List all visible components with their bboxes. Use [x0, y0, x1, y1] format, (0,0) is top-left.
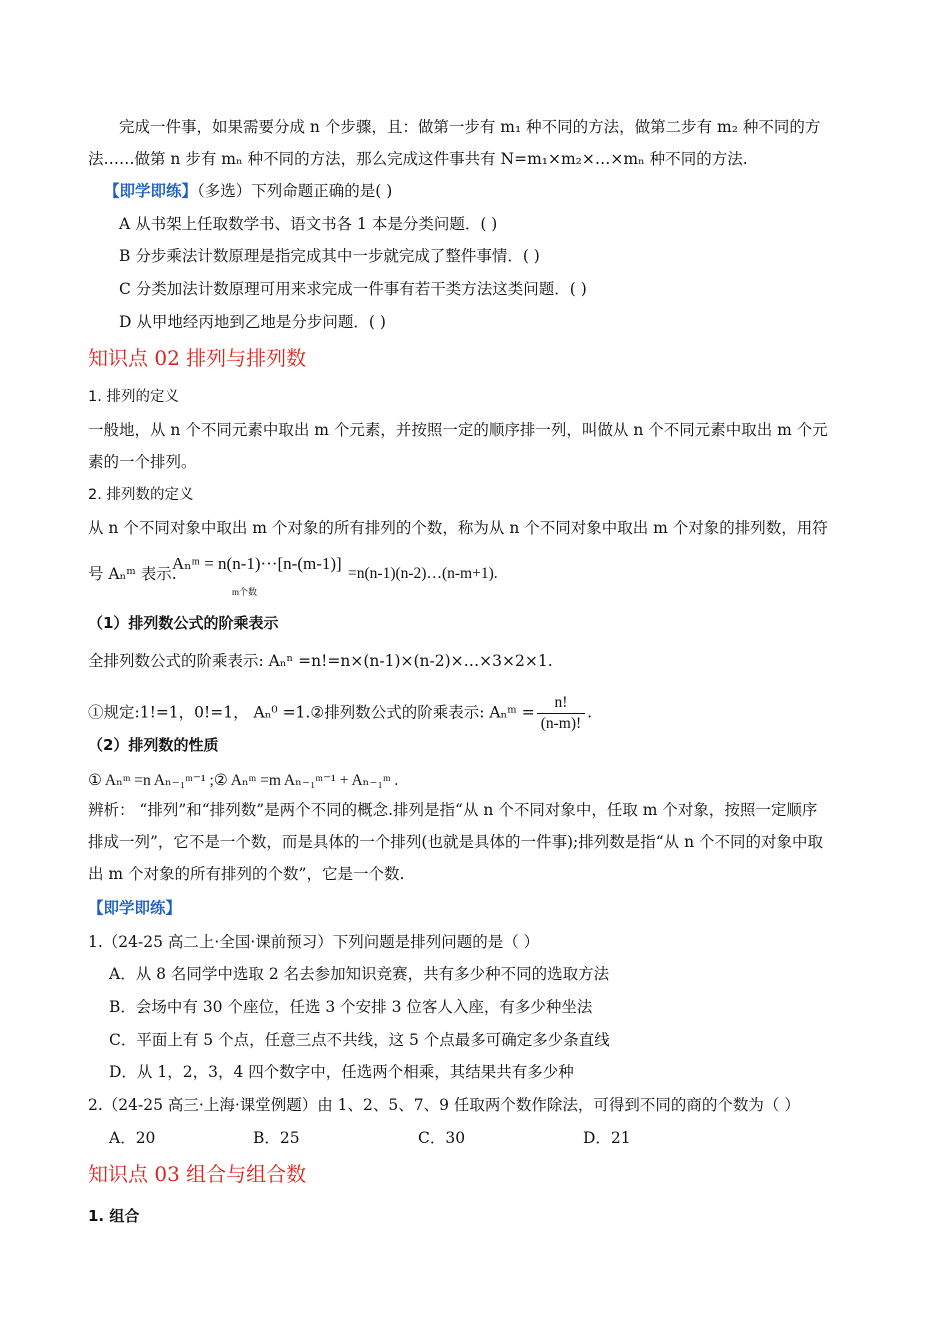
practice-tag: 【即学即练】 [104, 182, 198, 200]
section-3-heading: 知识点 03 组合与组合数 [88, 1162, 307, 1186]
sub-1-title: （1）排列数公式的阶乘表示 [88, 614, 279, 632]
intro-line-2: 法……做第 n 步有 mₙ 种不同的方法，那么完成这件事共有 N=m₁×m₂×…×mₙ 种不同的方法. [88, 150, 748, 168]
analysis-line-1: 辨析： “排列”和“排列数”是两个不同的概念.排列是指“从 n 个不同对象中，任取 m 个对象，按照一定顺序 [88, 801, 818, 819]
question-2-option-b: B．25 [253, 1129, 300, 1147]
perm-num-formula [172, 553, 342, 597]
analysis-line-2: 排成一列”，它不是一个数，而是具体的一个排列(也就是具体的一件事);排列数是指“从 n 个不同的对象中取 [88, 833, 824, 851]
practice-1-stem: （多选）下列命题正确的是( ) [197, 182, 393, 200]
factorial-rule-prefix: ①规定:1!=1，0!=1， Aₙ⁰ =1.②排列数公式的阶乘表示: Aₙᵐ = [88, 703, 535, 722]
question-1-option-b: B．会场中有 30 个座位，任选 3 个安排 3 位客人入座，有多少种坐法 [109, 998, 593, 1016]
practice-1-option-c: C 分类加法计数原理可用来求完成一件事有若干类方法这类问题．( ) [119, 280, 587, 298]
practice-1-stem-line [104, 180, 392, 202]
perm-def-title: 1. 排列的定义 [88, 389, 179, 405]
question-2-option-c: C．30 [418, 1129, 466, 1147]
perm-property: ① Aₙᵐ =n Aₙ₋₁ᵐ⁻¹ ;② Aₙᵐ =m Aₙ₋₁ᵐ⁻¹ + Aₙ₋₁ᵐ . [88, 772, 399, 789]
fraction-numerator: n! [537, 693, 585, 714]
perm-num-formula-label: m个数 [232, 587, 258, 597]
sub-2-title: （2）排列数的性质 [88, 736, 219, 754]
combination-item-1: 1. 组合 [88, 1207, 140, 1225]
section-2-heading: 知识点 02 排列与排列数 [88, 346, 307, 370]
question-2-option-d: D．21 [583, 1129, 631, 1147]
perm-num-title: 2. 排列数的定义 [88, 487, 194, 503]
analysis-line-3: 出 m 个对象的所有排列的个数”，它是一个数. [88, 865, 405, 883]
practice-1-option-d: D 从甲地经丙地到乙地是分步问题．( ) [119, 313, 386, 331]
question-1-option-a: A．从 8 名同学中选取 2 名去参加知识竞赛，共有多少种不同的选取方法 [109, 965, 610, 983]
practice-2-tag: 【即学即练】 [88, 899, 182, 917]
practice-1-option-b: B 分步乘法计数原理是指完成其中一步就完成了整件事情．( ) [119, 247, 540, 265]
factorial-fraction [537, 693, 585, 734]
question-1-option-c: C．平面上有 5 个点，任意三点不共线，这 5 个点最多可确定多少条直线 [109, 1031, 610, 1049]
perm-num-formula-tail: =n(n-1)(n-2)…(n-m+1). [348, 565, 498, 582]
factorial-rule-suffix: . [587, 703, 593, 722]
perm-def-line-2: 素的一个排列。 [88, 453, 197, 471]
perm-num-line-1: 从 n 个不同对象中取出 m 个对象的所有排列的个数，称为从 n 个不同对象中取出 m 个对象的排列数，用符 [88, 519, 828, 537]
perm-def-line-1: 一般地，从 n 个不同元素中取出 m 个元素，并按照一定的顺序排一列，叫做从 n 个不同元素中取出 m 个元 [88, 421, 828, 439]
question-1-option-d: D．从 1，2，3，4 四个数字中，任选两个相乘，其结果共有多少种 [109, 1063, 574, 1081]
question-2-option-a: A．20 [109, 1129, 156, 1147]
perm-num-formula-expr: Aₙᵐ = n(n-1)···[n-(m-1)] [172, 554, 342, 573]
full-perm-formula: 全排列数公式的阶乘表示: Aₙⁿ =n!=n×(n-1)×(n-2)×…×3×2×1. [88, 652, 553, 670]
factorial-rule-line [88, 693, 592, 734]
perm-num-line-2-prefix: 号 Aₙᵐ 表示. [88, 565, 177, 583]
intro-line-1: 完成一件事，如果需要分成 n 个步骤，且：做第一步有 m₁ 种不同的方法，做第二步有 m₂ 种不同的方 [119, 118, 821, 136]
fraction-denominator: (n-m)! [540, 715, 582, 732]
practice-1-option-a: A 从书架上任取数学书、语文书各 1 本是分类问题．( ) [119, 215, 498, 233]
question-2-stem: 2.（24-25 高三·上海·课堂例题）由 1、2、5、7、9 任取两个数作除法，可得到不同的商的个数为（ ） [88, 1096, 800, 1114]
question-1-stem: 1.（24-25 高二上·全国·课前预习）下列问题是排列问题的是（ ） [88, 933, 540, 951]
